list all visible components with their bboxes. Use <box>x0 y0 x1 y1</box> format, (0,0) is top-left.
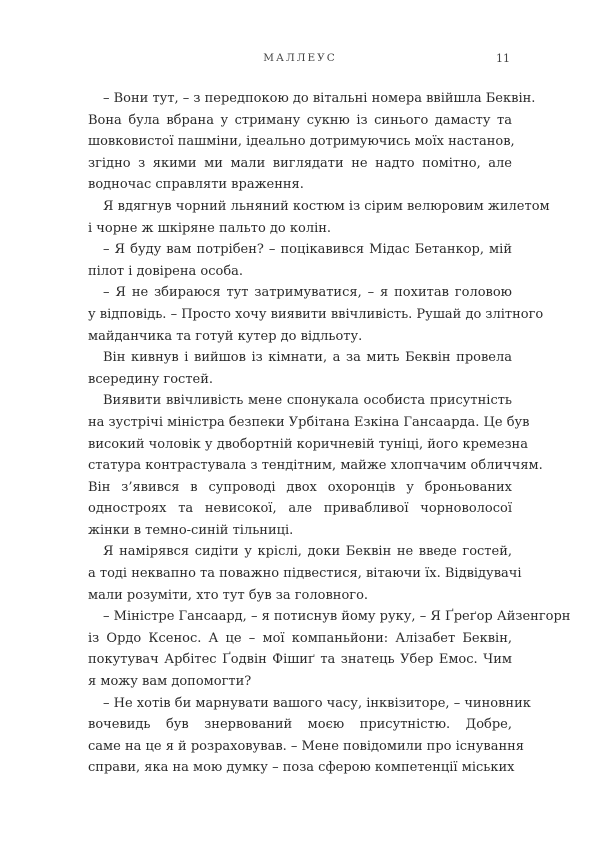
text-line: статура контрастувала з тендітним, майже хлопчачим обличчям. <box>88 458 543 474</box>
text-line: Виявити ввічливість мене спонукала особиста присутність <box>103 393 512 409</box>
page-number: 11 <box>496 52 510 65</box>
text-line: жінки в темно-синій тільниці. <box>88 522 294 538</box>
text-line: Я вдягнув чорний льняний костюм із сірим велюровим жилетом <box>103 198 550 214</box>
text-line: у відповідь. – Просто хочу виявити ввічливість. Рушай до злітного <box>88 306 544 322</box>
text-line: а тоді неквапно та поважно підвестися, вітаючи їх. Відвідувачі <box>88 566 522 582</box>
running-title: МАЛЛЕУС <box>263 52 337 64</box>
text-line: мали розуміти, хто тут був за головного. <box>88 587 369 603</box>
text-line: покутувач Арбітес Ґодвін Фішиґ та знатець Убер Емос. Чим <box>88 652 512 668</box>
text-line: – Вони тут, – з передпокою до вітальні номера ввійшла Беквін. <box>103 91 536 106</box>
text-line: справи, яка на мою думку – поза сферою компетенції міських <box>88 760 515 776</box>
text-line: пілот і довірена особа. <box>88 263 244 279</box>
text-line: Він з’явився в супроводі двох охоронців у броньованих <box>88 479 512 495</box>
text-line: із Ордо Ксенос. А це – мої компаньйони: Алізабет Беквін, <box>88 630 512 646</box>
text-line: водночас справляти враження. <box>88 177 304 193</box>
text-line: майданчика та готуй кутер до відльоту. <box>88 328 363 344</box>
text-line: – Не хотів би марнувати вашого часу, інквізиторе, – чиновник <box>103 695 531 711</box>
text-line: на зустрічі міністра безпеки Урбітана Езкіна Гансаарда. Це був <box>88 414 530 430</box>
text-line: згідно з якими ми мали виглядати не надто помітно, але <box>88 155 512 171</box>
text-line: – Я не збираюся тут затримуватися, – я похитав головою <box>103 285 512 301</box>
body-text <box>88 88 571 779</box>
text-line: Я намірявся сидіти у кріслі, доки Беквін не введе гостей, <box>103 544 512 560</box>
text-line: – Міністре Гансаард, – я потиснув йому руку, – Я Ґреґор Айзенгорн <box>103 609 571 625</box>
text-line: Він кивнув і вийшов із кімнати, а за мить Беквін провела <box>103 350 512 366</box>
text-line: я можу вам допомогти? <box>88 674 252 690</box>
text-line: шовковистої пашміни, ідеально дотримуючись моїх настанов, <box>88 134 515 150</box>
text-line: високий чоловік у двобортній коричневій туніці, його кремезна <box>88 436 528 452</box>
text-line: вочевидь був знервований моєю присутністю. Добре, <box>88 717 512 733</box>
text-line: одностроях та невисокої, але привабливої чорноволосої <box>88 501 512 517</box>
text-line: – Я буду вам потрібен? – поцікавився Мідас Бетанкор, мій <box>103 242 512 258</box>
text-line: і чорне ж шкіряне пальто до колін. <box>88 220 332 236</box>
text-line: всередину гостей. <box>88 371 214 387</box>
text-line: Вона була вбрана у стриману сукню із синього дамасту та <box>88 112 512 128</box>
text-line: саме на це я й розраховував. – Мене повідомили про існування <box>88 738 524 754</box>
